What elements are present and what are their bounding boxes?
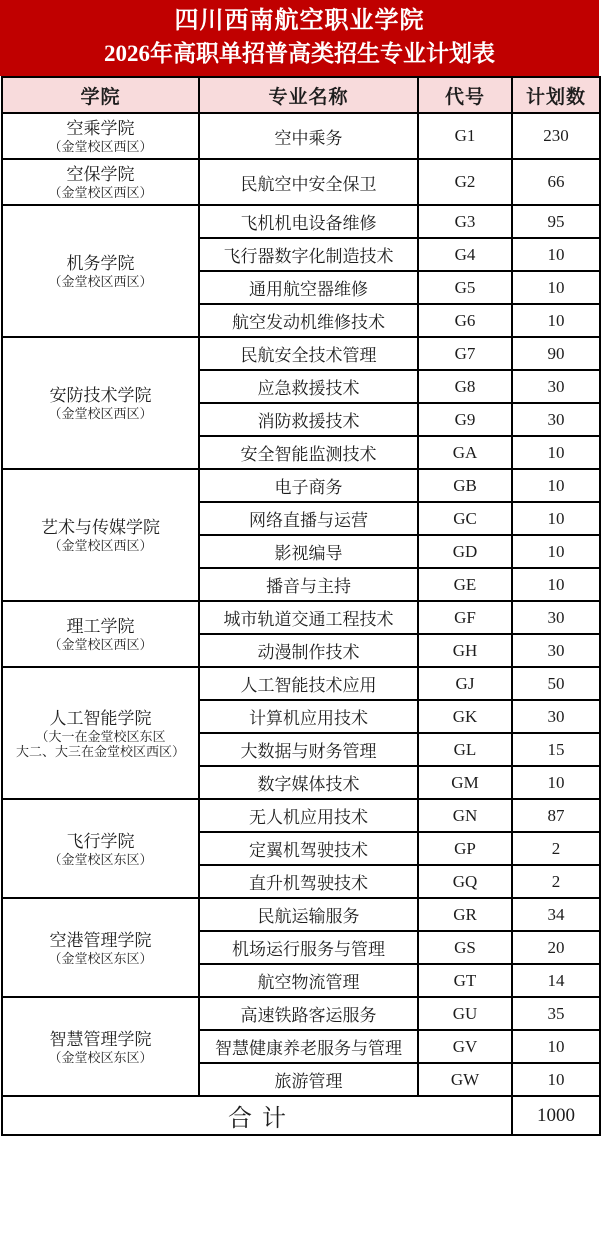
major-code-cell: GD [418,535,512,568]
college-campus-note: （金堂校区西区） [48,139,153,154]
column-header-code: 代号 [418,77,512,113]
college-cell [2,337,199,469]
plan-count-cell: 30 [512,634,600,667]
major-code-cell: G5 [418,271,512,304]
total-value: 1000 [512,1096,600,1135]
major-code-cell: GP [418,832,512,865]
column-header-major: 专业名称 [199,77,418,113]
major-name-cell: 飞行器数字化制造技术 [199,238,418,271]
table-row [2,898,600,931]
major-code-cell: GV [418,1030,512,1063]
plan-count-cell: 10 [512,568,600,601]
plan-count-cell: 10 [512,1030,600,1063]
major-name-cell: 空中乘务 [199,113,418,159]
major-code-cell: GM [418,766,512,799]
college-cell [2,667,199,799]
major-code-cell: G9 [418,403,512,436]
major-code-cell: GE [418,568,512,601]
page-subtitle: 2026年高职单招普高类招生专业计划表 [104,41,495,66]
college-cell [2,205,199,337]
college-cell [2,113,199,159]
major-name-cell: 旅游管理 [199,1063,418,1096]
major-name-cell: 影视编导 [199,535,418,568]
major-name-cell: 消防救援技术 [199,403,418,436]
plan-count-cell: 95 [512,205,600,238]
plan-count-cell: 30 [512,403,600,436]
plan-count-cell: 34 [512,898,600,931]
major-name-cell: 航空物流管理 [199,964,418,997]
major-code-cell: GF [418,601,512,634]
major-name-cell: 应急救援技术 [199,370,418,403]
plan-count-cell: 14 [512,964,600,997]
plan-count-cell: 30 [512,601,600,634]
college-campus-note: 大二、大三在金堂校区西区） [15,743,185,759]
plan-count-cell: 10 [512,238,600,271]
column-header-plan: 计划数 [512,77,600,113]
college-name: 空港管理学院 [49,930,152,950]
college-name: 理工学院 [66,617,135,636]
college-campus-note: （金堂校区东区） [48,1049,153,1065]
major-name-cell: 飞机机电设备维修 [199,205,418,238]
plan-count-cell: 87 [512,799,600,832]
major-code-cell: GK [418,700,512,733]
major-name-cell: 电子商务 [199,469,418,502]
plan-count-cell: 2 [512,865,600,898]
major-code-cell: G6 [418,304,512,337]
major-name-cell: 网络直播与运营 [199,502,418,535]
major-code-cell: GL [418,733,512,766]
plan-count-cell: 10 [512,535,600,568]
major-code-cell: GW [418,1063,512,1096]
major-code-cell: G1 [418,113,512,159]
table-row [2,113,600,159]
page-title: 四川西南航空职业学院 [174,8,425,34]
major-code-cell: GA [418,436,512,469]
plan-count-cell: 20 [512,931,600,964]
plan-count-cell: 15 [512,733,600,766]
college-campus-note: （金堂校区西区） [48,637,153,652]
major-name-cell: 直升机驾驶技术 [199,865,418,898]
plan-count-cell: 10 [512,304,600,337]
college-name: 智慧管理学院 [49,1029,152,1049]
major-code-cell: G3 [418,205,512,238]
major-code-cell: GH [418,634,512,667]
plan-count-cell: 30 [512,700,600,733]
major-code-cell: GJ [418,667,512,700]
major-name-cell: 安全智能监测技术 [199,436,418,469]
table-row [2,469,600,502]
table-row [2,667,600,700]
college-campus-note: （金堂校区西区） [48,185,153,200]
plan-table-body [2,113,600,1096]
college-name: 空保学院 [66,165,135,184]
college-name: 安防技术学院 [49,386,152,405]
college-campus-note: （大一在金堂校区东区 [35,728,166,744]
major-name-cell: 航空发动机维修技术 [199,304,418,337]
major-code-cell: GQ [418,865,512,898]
total-row [2,1096,600,1135]
major-code-cell: GU [418,997,512,1030]
table-row [2,601,600,634]
major-name-cell: 动漫制作技术 [199,634,418,667]
major-name-cell: 定翼机驾驶技术 [199,832,418,865]
major-name-cell: 计算机应用技术 [199,700,418,733]
major-code-cell: GR [418,898,512,931]
major-name-cell: 无人机应用技术 [199,799,418,832]
plan-count-cell: 230 [512,113,600,159]
column-header-college: 学院 [2,77,199,113]
major-name-cell: 民航运输服务 [199,898,418,931]
major-name-cell: 机场运行服务与管理 [199,931,418,964]
major-name-cell: 智慧健康养老服务与管理 [199,1030,418,1063]
college-campus-note: （金堂校区西区） [48,274,153,289]
major-code-cell: GC [418,502,512,535]
enrollment-plan-table [1,76,601,1136]
college-cell [2,601,199,667]
college-name: 机务学院 [66,254,135,273]
table-row [2,337,600,370]
college-campus-note: （金堂校区东区） [48,851,153,867]
major-name-cell: 大数据与财务管理 [199,733,418,766]
plan-count-cell: 66 [512,159,600,205]
major-code-cell: G4 [418,238,512,271]
major-code-cell: GB [418,469,512,502]
major-name-cell: 民航空中安全保卫 [199,159,418,205]
table-row [2,799,600,832]
plan-count-cell: 10 [512,436,600,469]
table-row [2,205,600,238]
college-campus-note: （金堂校区东区） [48,950,153,966]
college-cell [2,898,199,997]
plan-count-cell: 10 [512,271,600,304]
college-campus-note: （金堂校区西区） [48,538,153,553]
title-banner [0,0,599,76]
plan-count-cell: 2 [512,832,600,865]
plan-count-cell: 90 [512,337,600,370]
plan-count-cell: 30 [512,370,600,403]
plan-count-cell: 10 [512,502,600,535]
plan-count-cell: 50 [512,667,600,700]
college-name: 飞行学院 [66,831,135,851]
major-code-cell: GN [418,799,512,832]
major-code-cell: G7 [418,337,512,370]
table-row [2,159,600,205]
college-name: 人工智能学院 [49,708,152,728]
college-name: 空乘学院 [66,119,135,138]
major-name-cell: 播音与主持 [199,568,418,601]
major-name-cell: 人工智能技术应用 [199,667,418,700]
college-cell [2,997,199,1096]
major-name-cell: 数字媒体技术 [199,766,418,799]
major-name-cell: 通用航空器维修 [199,271,418,304]
plan-count-cell: 10 [512,766,600,799]
total-label: 合计 [2,1096,512,1135]
major-code-cell: GS [418,931,512,964]
plan-count-cell: 35 [512,997,600,1030]
header-row [2,77,600,113]
major-code-cell: GT [418,964,512,997]
major-name-cell: 民航安全技术管理 [199,337,418,370]
major-code-cell: G8 [418,370,512,403]
plan-count-cell: 10 [512,1063,600,1096]
college-name: 艺术与传媒学院 [41,518,160,537]
major-name-cell: 城市轨道交通工程技术 [199,601,418,634]
college-cell [2,469,199,601]
college-campus-note: （金堂校区西区） [48,406,153,421]
plan-count-cell: 10 [512,469,600,502]
college-cell [2,799,199,898]
major-name-cell: 高速铁路客运服务 [199,997,418,1030]
table-row [2,997,600,1030]
college-cell [2,159,199,205]
major-code-cell: G2 [418,159,512,205]
